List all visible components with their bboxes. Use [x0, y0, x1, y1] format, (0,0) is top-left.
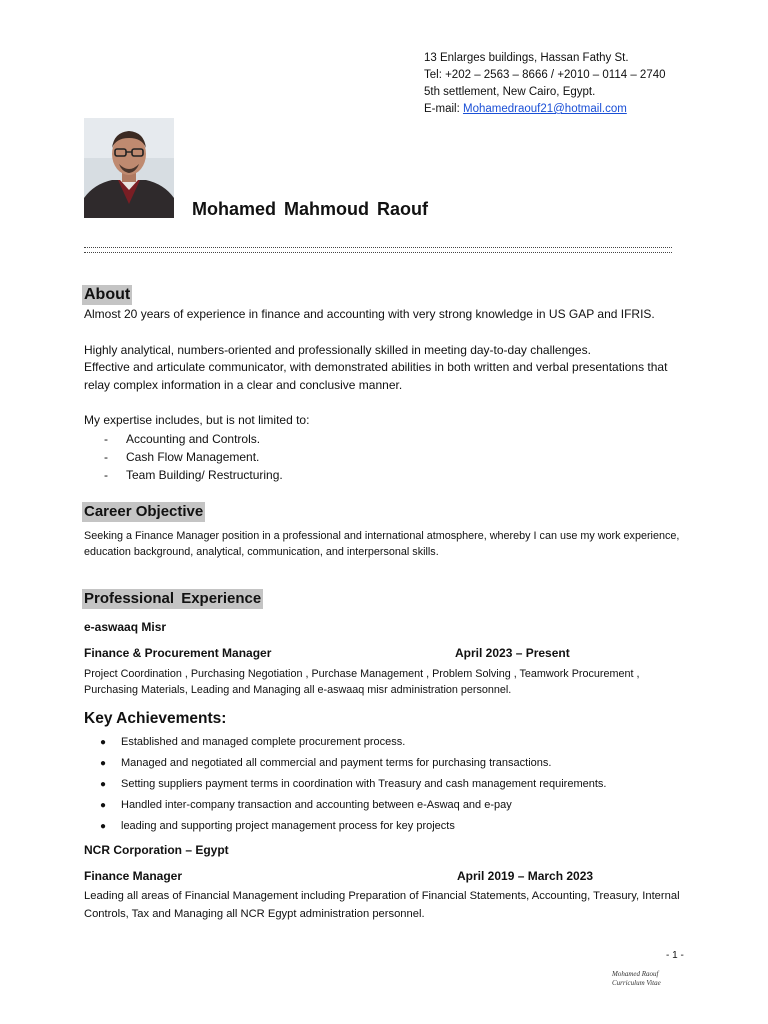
- career-objective-heading: Career Objective: [84, 503, 204, 520]
- job-title: Finance Manager: [84, 869, 183, 883]
- company-name: e-aswaaq Misr: [84, 620, 167, 634]
- career-objective-text: Seeking a Finance Manager position in a professional and international atmosphere, whereby I can use my work experience, education background, analytical, communication, and interpersonal skills.: [84, 530, 680, 558]
- email-label: E-mail:: [424, 103, 463, 115]
- footer-doc-type: Curriculum Vitae: [612, 979, 661, 987]
- footer-name: Mohamed Raouf: [612, 970, 659, 978]
- job-description: Project Coordination , Purchasing Negotiation , Purchase Management , Problem Solving , Teamwork Procurement , Purchasing Materials, Leading and Managing all e-aswaaq misr administration personnel.: [84, 668, 640, 696]
- list-item: ● Setting suppliers payment terms in coordination with Treasury and cash management requirements.: [100, 778, 607, 790]
- page-footer: [612, 970, 661, 988]
- professional-experience-heading: Professional Experience: [84, 590, 262, 607]
- achievements-list: [100, 734, 606, 839]
- address-line-1: 13 Enlarges buildings, Hassan Fathy St.: [424, 52, 629, 64]
- job-description: Leading all areas of Financial Management including Preparation of Financial Statements, Accounting, Treasury, Internal Controls, Tax and Managing all NCR Egypt administration personnel.: [84, 890, 680, 920]
- candidate-name: Mohamed Mahmoud Raouf: [192, 199, 428, 219]
- about-paragraph-2: Highly analytical, numbers-oriented and professionally skilled in meeting day-to-day challenges.: [84, 343, 591, 357]
- about-paragraph-3: Effective and articulate communicator, with demonstrated abilities in both written and verbal presentations that relay complex information in a clear and conclusive manner.: [84, 360, 668, 392]
- profile-photo: [84, 118, 174, 218]
- list-item: ● leading and supporting project management process for key projects: [100, 820, 455, 832]
- job-dates: April 2019 – March 2023: [457, 869, 594, 883]
- list-item: - Accounting and Controls.: [104, 432, 261, 446]
- company-name: NCR Corporation – Egypt: [84, 843, 229, 857]
- expertise-list: [104, 430, 283, 484]
- job-title: Finance & Procurement Manager: [84, 646, 272, 660]
- email-link[interactable]: Mohamedraouf21@hotmail.com: [462, 103, 627, 115]
- list-item: ● Handled inter-company transaction and accounting between e-Aswaq and e-pay: [100, 799, 512, 811]
- page-number: - 1 -: [666, 950, 684, 961]
- list-item: ● Established and managed complete procurement process.: [100, 736, 406, 748]
- telephone-line: Tel: +202 – 2563 – 8666 / +2010 – 0114 – 2740: [424, 69, 666, 81]
- key-achievements-heading: Key Achievements:: [84, 710, 227, 727]
- profile-photo-icon: [84, 118, 174, 218]
- list-item: - Cash Flow Management.: [104, 450, 260, 464]
- list-item: - Team Building/ Restructuring.: [104, 468, 283, 482]
- about-heading: About: [84, 286, 131, 303]
- list-item: ● Managed and negotiated all commercial and payment terms for purchasing transactions.: [100, 757, 552, 769]
- address-line-2: 5th settlement, New Cairo, Egypt.: [424, 86, 596, 98]
- expertise-intro: My expertise includes, but is not limited to:: [84, 413, 310, 427]
- email-line: [424, 101, 666, 118]
- header-divider: [84, 247, 672, 253]
- about-paragraph-1: Almost 20 years of experience in finance and accounting with very strong knowledge in US GAP and IFRIS.: [84, 307, 655, 321]
- contact-block: [424, 50, 666, 118]
- job-dates: April 2023 – Present: [455, 646, 570, 660]
